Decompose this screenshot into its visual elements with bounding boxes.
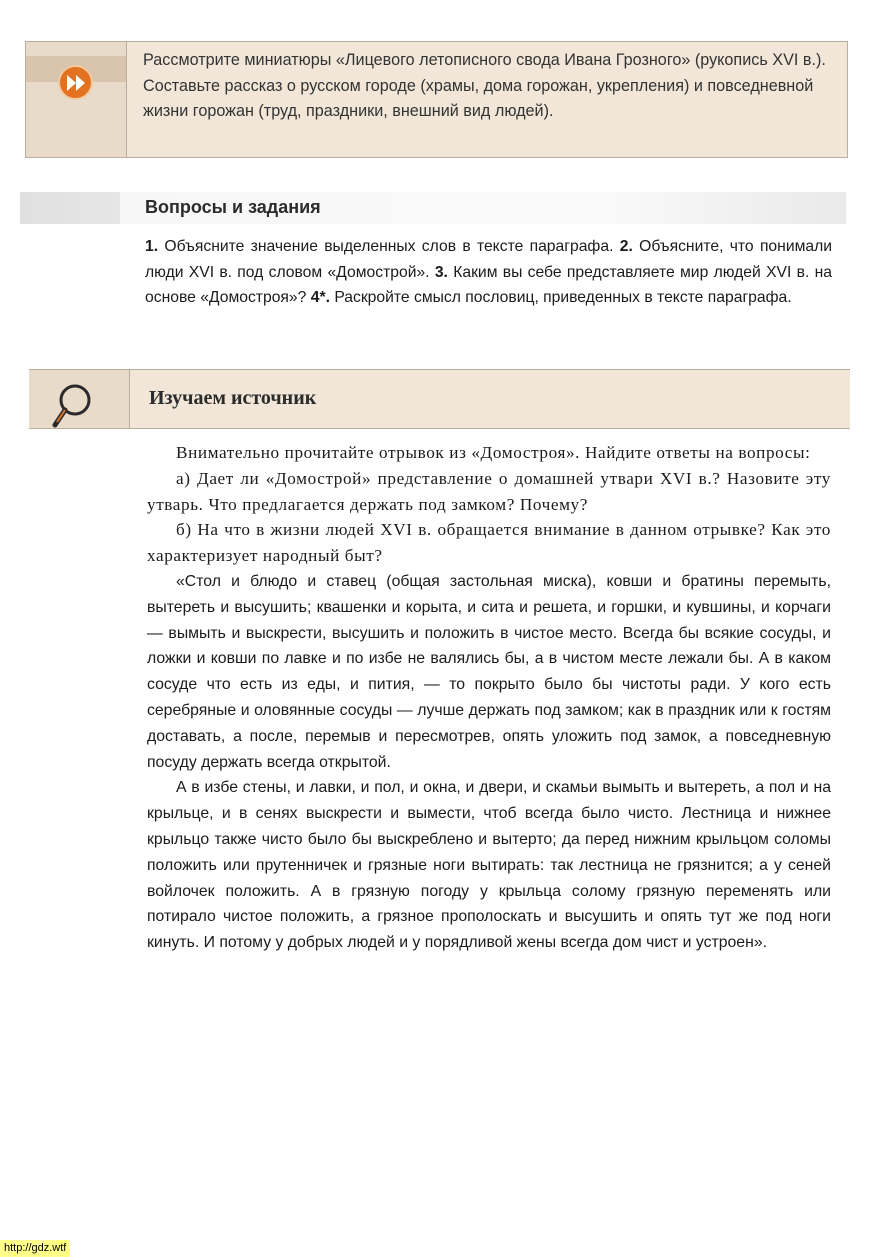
question-number: 3. [434, 263, 448, 281]
fast-forward-icon [60, 67, 91, 98]
question-text: Раскройте смысл пословиц, приведенных в тексте параграфа. [334, 289, 792, 307]
question-text: Каким вы себе представляете мир людей XVI в. на основе «Домостроя»? [145, 263, 832, 307]
question-text: Объясните значение выделенных слов в тексте параграфа. [164, 238, 614, 255]
task-text: Рассмотрите миниатюры «Лицевого летописного свода Ивана Грозного» (рукопись XVI в.). Составьте рассказ о русском городе (храмы, дома горожан, укрепления) и повседневной жизни горожан (труд, праздники, внешний вид людей). [143, 51, 826, 120]
source-question-a: а) Дает ли «Домострой» представление о домашней утвари XVI в.? Назовите эту утварь. Что предлагается держать под замком? Почему? [147, 468, 831, 514]
questions-header [20, 192, 846, 224]
footer-link[interactable]: http://gdz.wtf [0, 1240, 70, 1257]
task-icon-column [26, 42, 127, 157]
questions-title: Вопросы и задания [145, 197, 321, 217]
quote-paragraph-1: «Стол и блюдо и ставец (общая застольная миска), ковши и братины перемыть, вытереть и высушить; квашенки и корыта, и сита и решета, и горшки, и кувшины, и корчаги — вымыть и выскрести, высушить и положить в чистое место. Всегда бы всякие сосуды, и ложки и ковши по лавке и по избе не валялись бы, а в чистом месте лежали бы. А в каком сосуде что есть из еды, и пития, — то покрыто было бы чистоты ради. У кого есть серебряные и оловянные сосуды — лучше держать под замком; как в праздник или к гостям доставать, а после, перемыв и пересмотрев, опять уложить под замок, а повседневную посуду держать всегда открытой. [147, 572, 831, 771]
source-question-b: б) На что в жизни людей XVI в. обращается внимание в данном отрывке? Как это характеризует народный быт? [147, 520, 831, 566]
question-number: 4*. [310, 289, 330, 307]
question-number: 2. [619, 238, 633, 255]
question-number: 1. [145, 238, 159, 255]
source-icon-column [29, 370, 130, 428]
quote-paragraph-2: А в избе стены, и лавки, и пол, и окна, и двери, и скамьи вымыть и вытереть, а пол и на крыльце, и в сенях выскрести и вымести, чтоб всегда было чисто. Лестница и нижнее крыльцо также чисто было бы выскреблено и вытерто; да перед нижним крыльцом соломы положить или прутенничек и грязные ноги вытирать: так лестница не грязнится; а у сеней войлочек положить. А в грязную погоду у крыльца солому грязную переменять или потирало чистое положить, а грязное прополоскать и высушить и опять тут же под ноги кинуть. И потому у добрых людей и у порядливой жены всегда дом чист и устроен». [147, 779, 831, 952]
source-text [147, 440, 831, 956]
source-header [29, 369, 850, 429]
task-icon-band [26, 56, 126, 82]
questions-list [145, 234, 832, 311]
task-box [25, 41, 848, 158]
source-intro: Внимательно прочитайте отрывок из «Домостроя». Найдите ответы на вопросы: [176, 443, 811, 462]
source-title: Изучаем источник [149, 387, 317, 409]
magnifier-icon [51, 380, 101, 428]
question-text: Объясните, что понимали люди XVI в. под словом «Домострой». [145, 238, 833, 281]
